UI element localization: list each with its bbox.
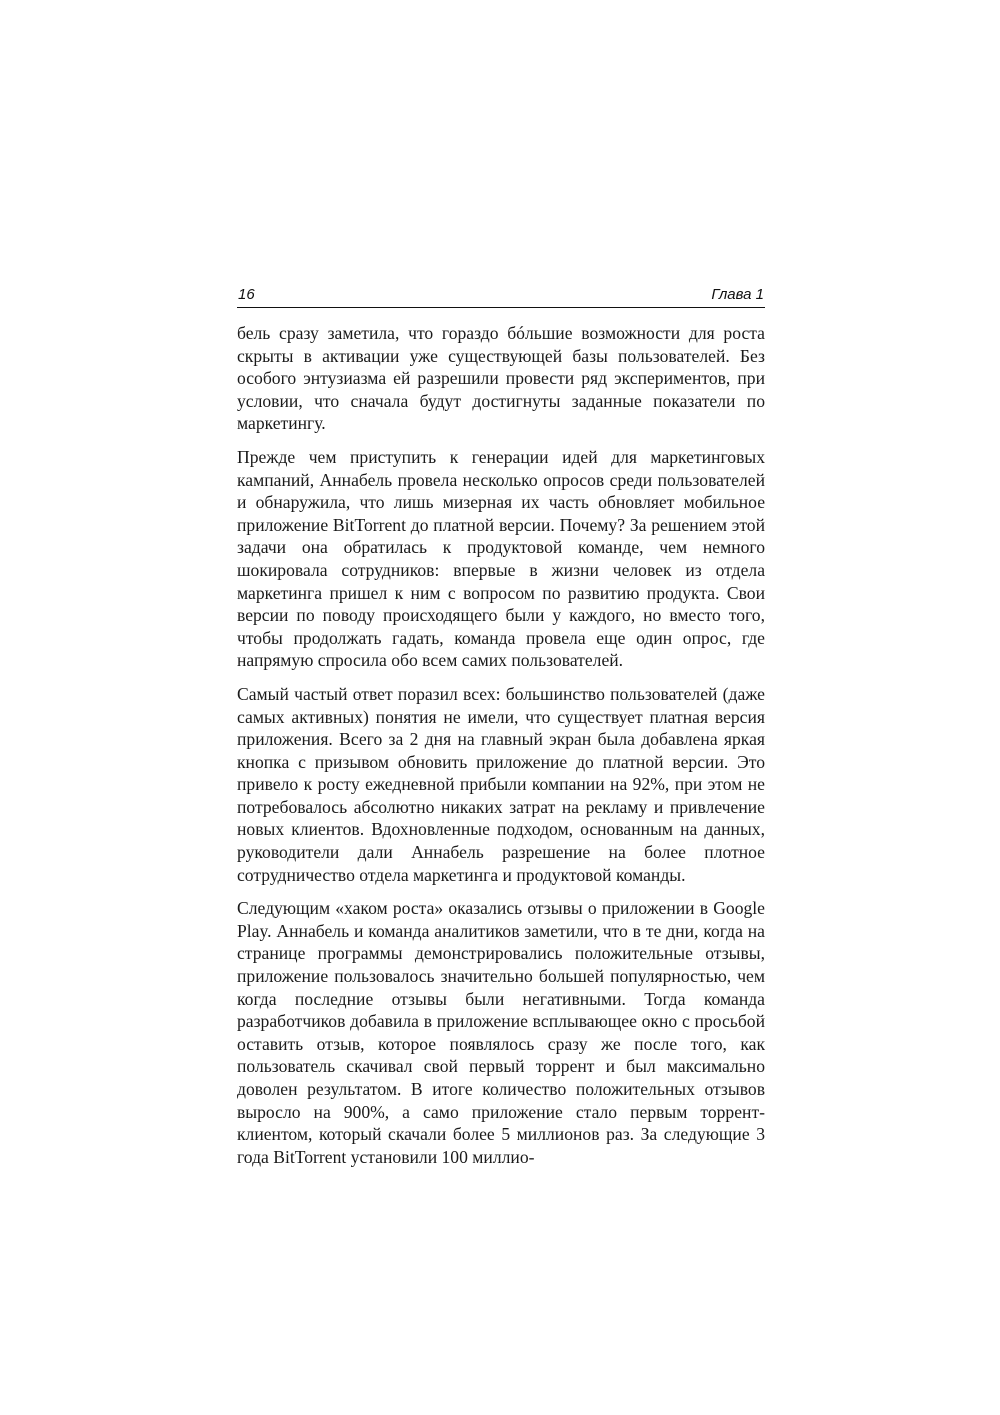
chapter-title: Глава 1 xyxy=(711,286,764,303)
page-number: 16 xyxy=(238,286,255,303)
paragraph-2: Прежде чем приступить к генерации идей для маркетинговых кампаний, Аннабель провела несколько опросов среди пользователей и обнаружила, что лишь мизерная их часть обновляет мобильное приложение BitTorrent до платной версии. Почему? За решением этой задачи она обратилась к продуктовой команде, чем немного шокировала сотрудников: впервые в жизни человек из отдела маркетинга пришел к ним с вопросом по развитию продукта. Свои версии по поводу происходящего были у каждого, но вместо того, чтобы продолжать гадать, команда провела еще один опрос, где напрямую спросила обо всем самих пользователей. xyxy=(237,446,765,671)
paragraph-1: бель сразу заметила, что гораздо бóльшие возможности для роста скрыты в активации уже существующей базы пользователей. Без особого энтузиазма ей разрешили провести ряд экспериментов, при условии, что сначала будут достигнуты заданные показатели по маркетингу. xyxy=(237,323,765,434)
body-text xyxy=(237,322,765,1179)
paragraph-3: Самый частый ответ поразил всех: большинство пользователей (даже самых активных) понятия не имели, что существует платная версия приложения. Всего за 2 дня на главный экран была добавлена яркая кнопка с призывом обновить приложение до платной версии. Это привело к росту ежедневной прибыли компании на 92%, при этом не потребовалось абсолютно никаких затрат на рекламу и привлечение новых клиентов. Вдохновленные подходом, основанным на данных, руководители дали Аннабель разрешение на более плотное сотрудничество отдела маркетинга и продуктовой команды. xyxy=(237,683,765,885)
running-header xyxy=(237,286,765,308)
paragraph-4: Следующим «хаком роста» оказались отзывы о приложении в Google Play. Аннабель и команда аналитиков заметили, что в те дни, когда на странице программы демонстрировались положительные отзывы, приложение пользовалось значительно большей популярностью, чем когда последние отзывы были негативными. Тогда команда разработчиков добавила в приложение всплывающее окно с просьбой оставить отзыв, которое появлялось сразу же после того, как пользователь скачивал свой первый торрент и был максимально доволен результатом. В итоге количество положительных отзывов выросло на 900%, а само приложение стало первым торрент-клиентом, который скачали более 5 миллионов раз. За следующие 3 года BitTorrent установили 100 миллио- xyxy=(237,898,765,1167)
